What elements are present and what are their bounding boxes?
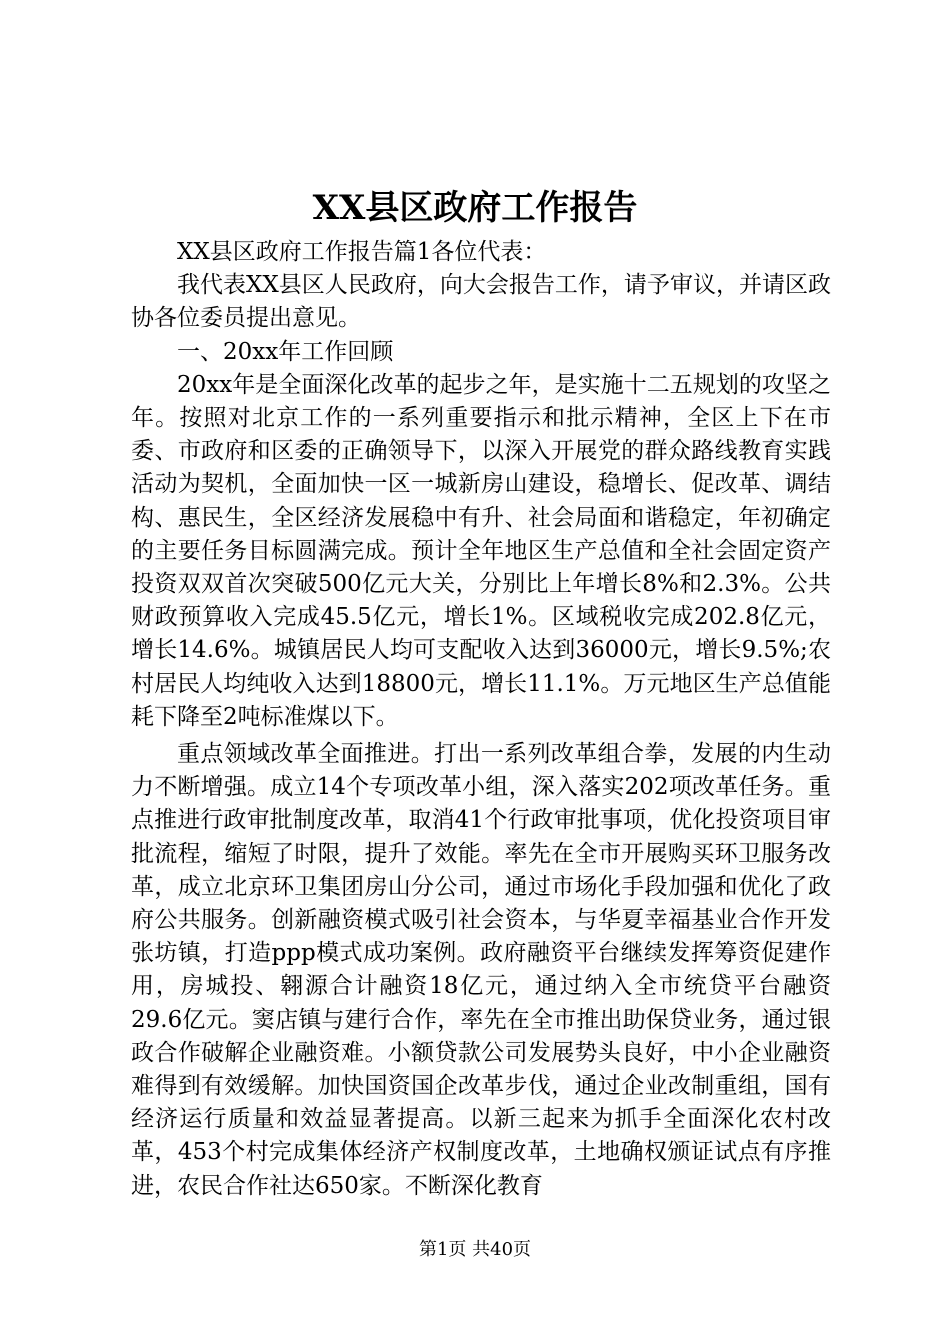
paragraph-salutation: XX县区政府工作报告篇1各位代表： <box>177 239 547 265</box>
paragraph-reform: 重点领域改革全面推进。打出一系列改革组合拳，发展的内生动力不断增强。成立14个专项改革小组，深入落实202项改革任务。重点推进行政审批制度改革，取消41个行政审批事项，优化投资项目审批流程，缩短了时限，提升了效能。率先在全市开展购买环卫服务改革，成立北京环卫集团房山分公司，通过市场化手段加强和优化了政府公共服务。创新融资模式吸引社会资本，与华夏幸福基业合作开发张坊镇，打造ppp模式成功案例。政府融资平台继续发挥筹资促建作用，房城投、翱源合计融资18亿元，通过纳入全市统贷平台融资29.6亿元。窦店镇与建行合作，率先在全市推出助保贷业务，通过银政合作破解企业融资难。小额贷款公司发展势头良好，中小企业融资难得到有效缓解。加快国资国企改革步伐，通过企业改制重组，国有经济运行质量和效益显著提高。以新三起来为抓手全面深化农村改革，453个村完成集体经济产权制度改革，土地确权颁证试点有序推进，农民合作社达650家。不断深化教育 <box>131 741 831 1199</box>
document-body <box>131 236 831 1203</box>
paragraph-review: 20xx年是全面深化改革的起步之年，是实施十二五规划的攻坚之年。按照对北京工作的一系列重要指示和批示精神，全区上下在市委、市政府和区委的正确领导下，以深入开展党的群众路线教育实践活动为契机，全面加快一区一城新房山建设，稳增长、促改革、调结构、惠民生，全区经济发展稳中有升、社会局面和谐稳定，年初确定的主要任务目标圆满完成。预计全年地区生产总值和全社会固定资产投资双双首次突破500亿元大关，分别比上年增长8%和2.3%。公共财政预算收入完成45.5亿元，增长1%。区域税收完成202.8亿元，增长14.6%。城镇居民人均可支配收入达到36000元，增长9.5%;农村居民人均纯收入达到18800元，增长11.1%。万元地区生产总值能耗下降至2吨标准煤以下。 <box>131 371 831 730</box>
document-title: XX县区政府工作报告 <box>312 188 638 228</box>
page-footer: 第1页 共40页 <box>418 1239 532 1260</box>
section-heading: 一、20xx年工作回顾 <box>177 338 394 365</box>
paragraph-intro: 我代表XX县区人民政府，向大会报告工作，请予审议，并请区政协各位委员提出意见。 <box>131 272 831 332</box>
